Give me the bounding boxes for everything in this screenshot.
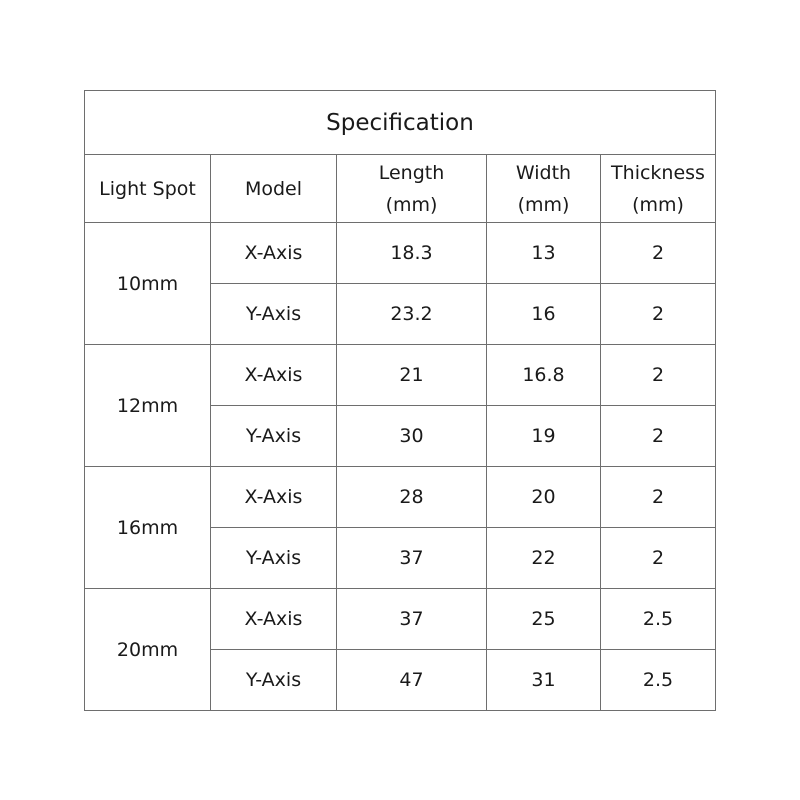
- table-title: Specification: [85, 91, 716, 155]
- length-cell: 21: [337, 345, 487, 406]
- width-cell: 19: [487, 406, 601, 467]
- header-thickness-label: Thickness: [611, 161, 705, 184]
- header-thickness-unit: (mm): [632, 193, 684, 216]
- header-length-label: Length: [378, 161, 445, 184]
- table-row: [85, 589, 716, 650]
- thickness-cell: 2: [601, 528, 716, 589]
- length-cell: 28: [337, 467, 487, 528]
- length-cell: 30: [337, 406, 487, 467]
- table-row: [85, 467, 716, 528]
- header-length: [337, 155, 487, 223]
- width-cell: 16: [487, 284, 601, 345]
- header-thickness: [601, 155, 716, 223]
- thickness-cell: 2: [601, 284, 716, 345]
- thickness-cell: 2.5: [601, 589, 716, 650]
- header-width-unit: (mm): [517, 193, 570, 216]
- header-row: [85, 155, 716, 223]
- width-cell: 22: [487, 528, 601, 589]
- model-cell: X-Axis: [211, 589, 337, 650]
- header-model: Model: [211, 155, 337, 223]
- model-cell: Y-Axis: [211, 284, 337, 345]
- thickness-cell: 2.5: [601, 650, 716, 711]
- width-cell: 25: [487, 589, 601, 650]
- width-cell: 31: [487, 650, 601, 711]
- model-cell: X-Axis: [211, 345, 337, 406]
- header-width: [487, 155, 601, 223]
- length-cell: 23.2: [337, 284, 487, 345]
- header-width-label: Width: [515, 161, 572, 184]
- table-row: [85, 223, 716, 284]
- thickness-cell: 2: [601, 345, 716, 406]
- header-light-spot: Light Spot: [85, 155, 211, 223]
- width-cell: 13: [487, 223, 601, 284]
- table-row: [85, 345, 716, 406]
- width-cell: 16.8: [487, 345, 601, 406]
- width-cell: 20: [487, 467, 601, 528]
- light-spot-cell: 20mm: [85, 589, 211, 711]
- thickness-cell: 2: [601, 406, 716, 467]
- model-cell: X-Axis: [211, 467, 337, 528]
- model-cell: Y-Axis: [211, 650, 337, 711]
- light-spot-cell: 10mm: [85, 223, 211, 345]
- light-spot-cell: 12mm: [85, 345, 211, 467]
- light-spot-cell: 16mm: [85, 467, 211, 589]
- length-cell: 18.3: [337, 223, 487, 284]
- thickness-cell: 2: [601, 223, 716, 284]
- header-length-unit: (mm): [385, 193, 438, 216]
- specification-table: [84, 90, 716, 711]
- model-cell: Y-Axis: [211, 406, 337, 467]
- length-cell: 37: [337, 528, 487, 589]
- length-cell: 47: [337, 650, 487, 711]
- length-cell: 37: [337, 589, 487, 650]
- model-cell: Y-Axis: [211, 528, 337, 589]
- table-body: [85, 223, 716, 711]
- model-cell: X-Axis: [211, 223, 337, 284]
- thickness-cell: 2: [601, 467, 716, 528]
